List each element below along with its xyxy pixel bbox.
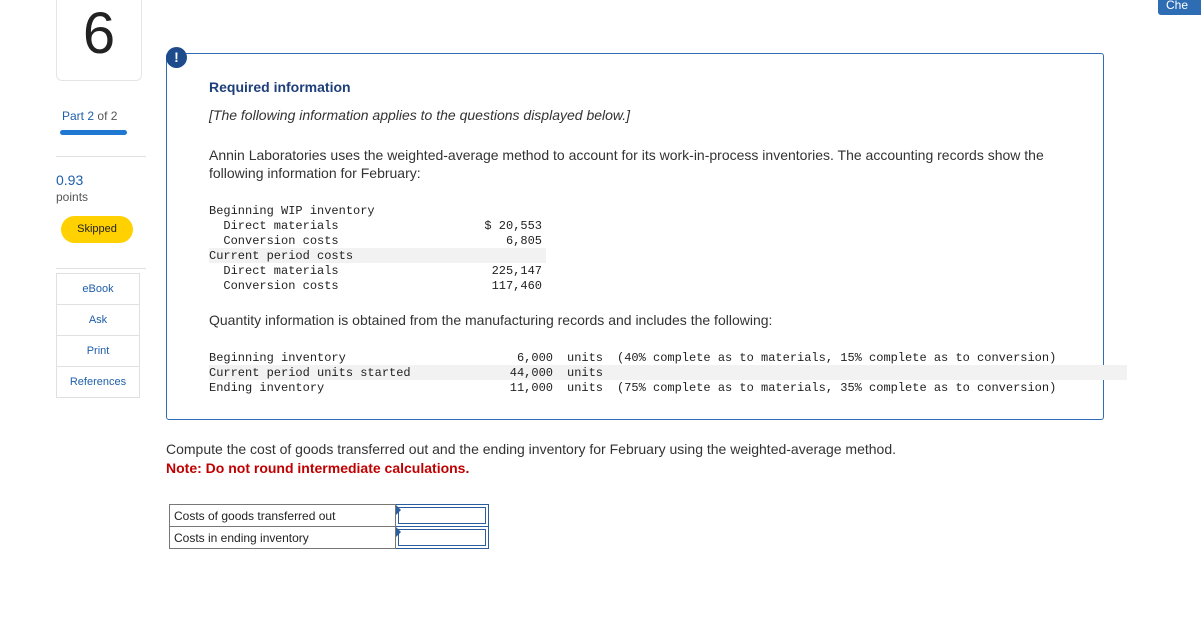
cost-label: Direct materials (209, 218, 339, 233)
cost-value: $ 20,553 (484, 218, 542, 233)
quantity-value: 11,000 (509, 380, 553, 395)
quantity-detail (617, 365, 1127, 380)
quantity-unit: units (567, 350, 604, 365)
quantity-label: Beginning inventory (209, 350, 346, 365)
cost-label: Current period costs (209, 248, 455, 263)
cost-table (209, 203, 546, 293)
table-row (209, 218, 546, 233)
table-row (209, 278, 546, 293)
quantity-detail: (40% complete as to materials, 15% complete as to conversion) (617, 350, 1057, 365)
part-prefix: Part (62, 109, 85, 123)
alert-icon: ! (166, 47, 187, 68)
part-indicator (62, 109, 117, 123)
tool-links (56, 273, 140, 398)
answer-input-ending-inventory[interactable] (396, 527, 489, 549)
cost-value: 117,460 (491, 278, 542, 293)
cost-label: Conversion costs (209, 233, 339, 248)
cost-label: Direct materials (209, 263, 339, 278)
part-of: of 2 (97, 109, 118, 123)
divider (56, 268, 146, 269)
ask-link[interactable]: Ask (57, 305, 139, 336)
table-row (209, 365, 1127, 380)
quantity-label: Ending inventory (209, 380, 325, 395)
cost-label: Beginning WIP inventory (209, 203, 375, 218)
table-row (209, 203, 546, 218)
ebook-link[interactable]: eBook (57, 274, 139, 305)
quantity-value: 44,000 (499, 365, 553, 380)
table-row (209, 248, 546, 263)
info-heading: Required information (209, 79, 351, 95)
answer-label-transferred-out: Costs of goods transferred out (170, 505, 396, 527)
quantity-value: 6,000 (516, 350, 553, 365)
caret-marker-icon (396, 527, 401, 537)
references-link[interactable]: References (69, 376, 127, 388)
cost-value: 225,147 (491, 263, 542, 278)
info-italic-note: [The following information applies to the questions displayed below.] (209, 107, 631, 123)
quantity-intro: Quantity information is obtained from the manufacturing records and includes the following: (209, 312, 773, 328)
quantity-unit: units (567, 380, 604, 395)
table-row (209, 263, 546, 278)
table-row (170, 527, 489, 549)
table-row (209, 350, 1127, 365)
caret-marker-icon (396, 505, 401, 515)
cost-label: Conversion costs (209, 278, 339, 293)
quantity-detail: (75% complete as to materials, 35% complete as to conversion) (617, 380, 1057, 395)
info-paragraph: Annin Laboratories uses the weighted-average method to account for its work-in-process inventories. The accounting records show the following information for February: (209, 147, 1044, 181)
points-label: points (56, 190, 89, 204)
quantity-label: Current period units started (209, 365, 499, 380)
table-row (209, 380, 1127, 395)
quantity-table (209, 350, 1127, 395)
cost-value: 6,805 (505, 233, 542, 248)
points-value: 0.93 (56, 172, 84, 188)
input-box[interactable] (398, 507, 486, 524)
part-progress-bar (60, 130, 127, 135)
cost-value (455, 248, 546, 263)
question-prompt: Compute the cost of goods transferred out and the ending inventory for February using the weighted-average method. (166, 441, 896, 457)
part-current: 2 (87, 109, 95, 123)
answer-input-transferred-out[interactable] (396, 505, 489, 527)
answer-table (169, 504, 489, 549)
input-box[interactable] (398, 529, 486, 546)
cost-value (455, 203, 546, 218)
table-row (170, 505, 489, 527)
question-number: 6 (56, 0, 142, 81)
status-badge: Skipped (61, 216, 133, 243)
print-link[interactable]: Print (57, 336, 139, 367)
question-note: Note: Do not round intermediate calculations. (166, 460, 470, 476)
table-row (209, 233, 546, 248)
quantity-unit: units (553, 365, 617, 380)
check-my-work-button[interactable]: Che (1158, 0, 1201, 15)
answer-label-ending-inventory: Costs in ending inventory (170, 527, 396, 549)
divider (56, 156, 146, 157)
